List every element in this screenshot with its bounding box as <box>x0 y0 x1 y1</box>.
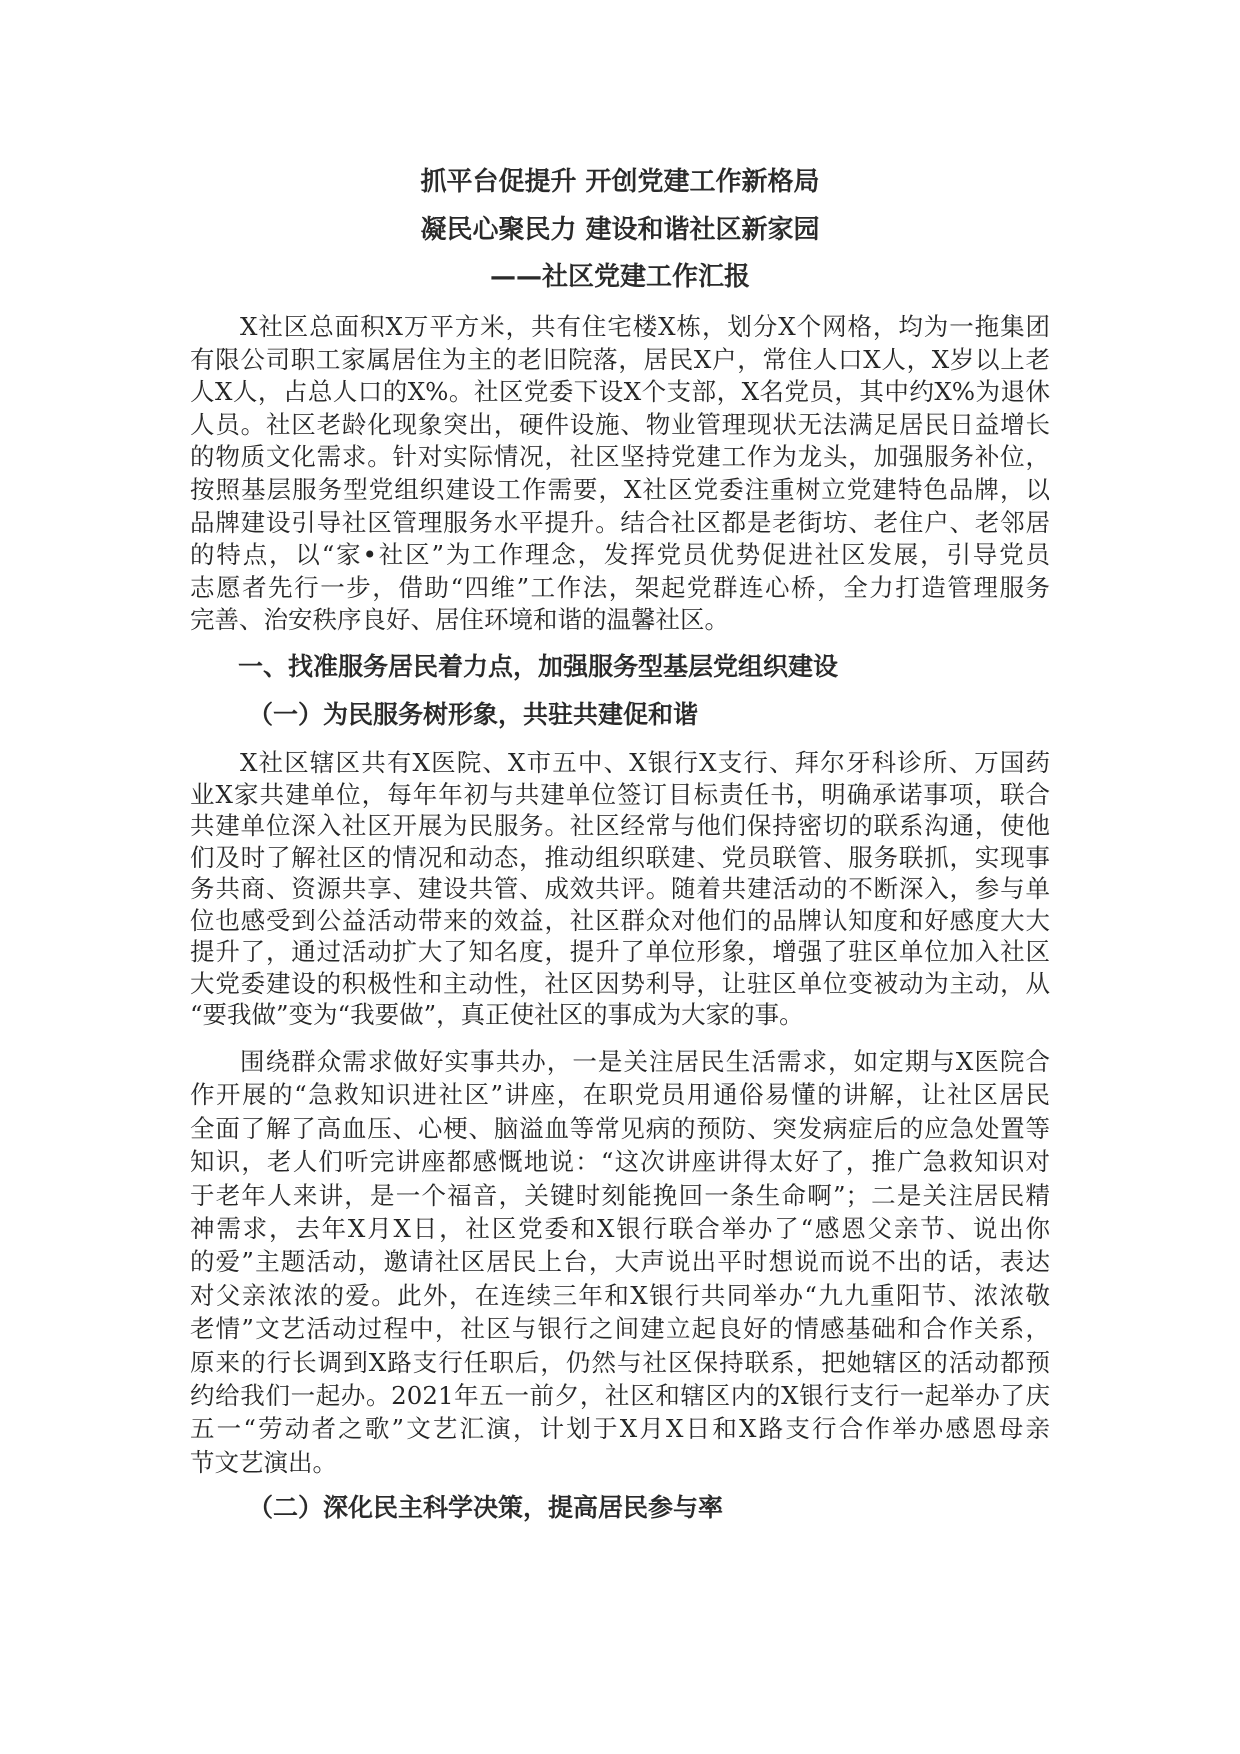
paragraph-line: 的物质文化需求。针对实际情况，社区坚持党建工作为龙头，加强服务补位， <box>190 442 1050 472</box>
paragraph-line: 围绕群众需求做好实事共办，一是关注居民生活需求，如定期与X医院合 <box>240 1047 1050 1076</box>
paragraph-line: 提升了，通过活动扩大了知名度，提升了单位形象，增强了驻区单位加入社区 <box>190 937 1050 966</box>
paragraph-line: 神需求，去年X月X日，社区党委和X银行联合举办了“感恩父亲节、说出你 <box>190 1214 1050 1243</box>
paragraph-line: 原来的行长调到X路支行任职后，仍然与社区保持联系，把她辖区的活动都预 <box>190 1347 1050 1377</box>
paragraph-line: 人X人，占总人口的X%。社区党委下设X个支部，X名党员，其中约X%为退休 <box>190 377 1050 407</box>
paragraph-line: 全面了解了高血压、心梗、脑溢血等常见病的预防、突发病症后的应急处置等 <box>190 1113 1050 1143</box>
paragraph-line: X社区总面积X万平方米，共有住宅楼X栋，划分X个网格，均为一拖集团 <box>240 312 1050 341</box>
paragraph-line: 于老年人来讲，是一个福音，关键时刻能挽回一条生命啊”；二是关注居民精 <box>190 1180 1050 1210</box>
paragraph-line: 按照基层服务型党组织建设工作需要，X社区党委注重树立党建特色品牌，以 <box>190 475 1050 504</box>
paragraph-line: 人员。社区老龄化现象突出，硬件设施、物业管理现状无法满足居民日益增长 <box>190 409 1050 439</box>
subsection-heading-2: （二）深化民主科学决策，提高居民参与率 <box>248 1493 724 1522</box>
paragraph-line: 约给我们一起办。2021年五一前夕，社区和辖区内的X银行支行一起举办了庆 <box>190 1381 1050 1410</box>
paragraph-line: 位也感受到公益活动带来的效益，社区群众对他们的品牌认知度和好感度大大 <box>190 905 1050 935</box>
paragraph-line: 老情”文艺活动过程中，社区与银行之间建立起良好的情感基础和合作关系， <box>190 1314 1050 1344</box>
paragraph-line: 的特点，以“家•社区”为工作理念，发挥党员优势促进社区发展，引导党员 <box>190 540 1050 570</box>
subsection-heading-1: （一）为民服务树形象，共驻共建促和谐 <box>248 700 699 729</box>
document-title-line-2: 凝民心聚民力 建设和谐社区新家园 <box>420 215 820 245</box>
paragraph-line: 有限公司职工家属居住为主的老旧院落，居民X户，常住人口X人，X岁以上老 <box>190 344 1050 374</box>
paragraph-line: 共建单位深入社区开展为民服务。社区经常与他们保持密切的联系沟通，使他 <box>190 811 1050 840</box>
paragraph-line: 们及时了解社区的情况和动态，推动组织联建、党员联管、服务联抓，实现事 <box>190 842 1050 872</box>
paragraph-line: 务共商、资源共享、建设共管、成效共评。随着共建活动的不断深入，参与单 <box>190 874 1050 903</box>
document-subtitle: ——社区党建工作汇报 <box>489 262 750 292</box>
paragraph-line: “要我做”变为“我要做”，真正使社区的事成为大家的事。 <box>190 1000 804 1029</box>
paragraph-line: 作开展的“急救知识进社区”讲座，在职党员用通俗易懂的讲解，让社区居民 <box>190 1080 1050 1110</box>
paragraph-line: 知识，老人们听完讲座都感慨地说：“这次讲座讲得太好了，推广急救知识对 <box>190 1147 1050 1177</box>
paragraph-line: 大党委建设的积极性和主动性，社区因势利导，让驻区单位变被动为主动，从 <box>190 968 1050 998</box>
paragraph-line: 志愿者先行一步，借助“四维”工作法，架起党群连心桥，全力打造管理服务 <box>190 572 1050 602</box>
paragraph-line: 五一“劳动者之歌”文艺汇演，计划于X月X日和X路支行合作举办感恩母亲 <box>190 1414 1050 1444</box>
document-title-line-1: 抓平台促提升 开创党建工作新格局 <box>420 167 820 197</box>
paragraph-line: 完善、治安秩序良好、居住环境和谐的温馨社区。 <box>190 605 729 635</box>
paragraph-line: 业X家共建单位，每年年初与共建单位签订目标责任书，明确承诺事项，联合 <box>190 779 1050 809</box>
paragraph-line: 品牌建设引导社区管理服务水平提升。结合社区都是老街坊、老住户、老邻居 <box>190 507 1050 537</box>
paragraph-line: X社区辖区共有X医院、X市五中、X银行X支行、拜尔牙科诊所、万国药 <box>240 748 1050 777</box>
paragraph-line: 对父亲浓浓的爱。此外，在连续三年和X银行共同举办“九九重阳节、浓浓敬 <box>190 1280 1050 1310</box>
paragraph-line: 的爱”主题活动，邀请社区居民上台，大声说出平时想说而说不出的话，表达 <box>190 1247 1050 1277</box>
section-heading-1: 一、找准服务居民着力点，加强服务型基层党组织建设 <box>238 652 839 681</box>
paragraph-line: 节文艺演出。 <box>190 1447 337 1477</box>
